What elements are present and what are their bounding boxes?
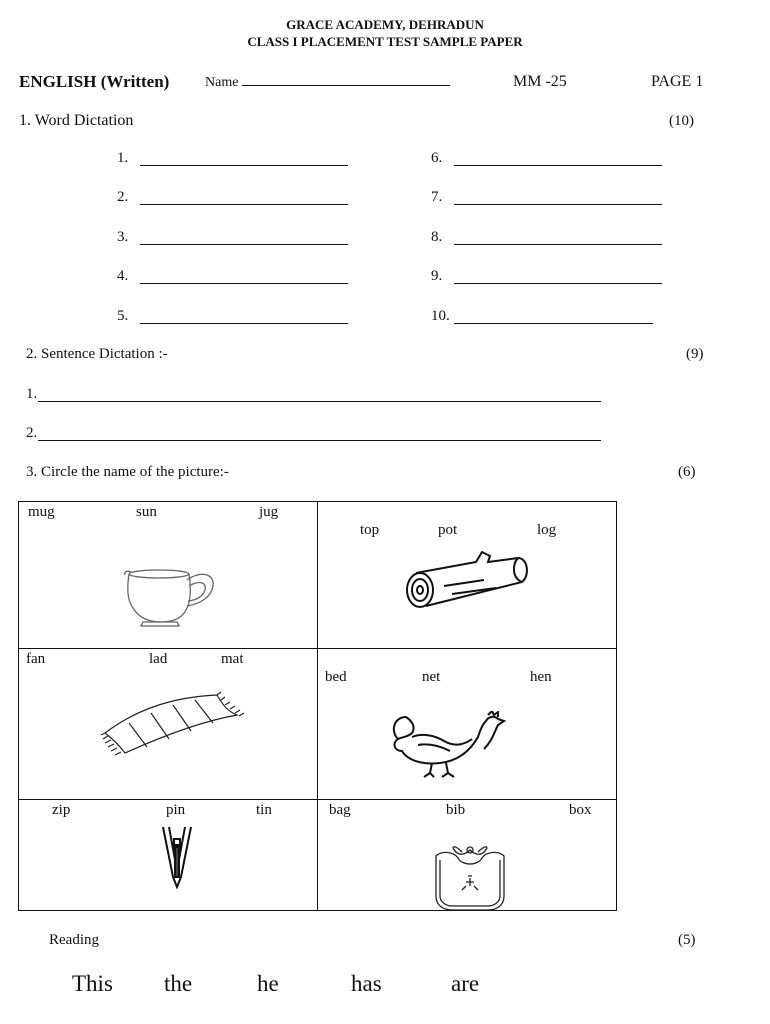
dictation-number: 2. [117, 189, 129, 205]
choice-word[interactable]: hen [530, 669, 552, 685]
dictation-number: 10. [431, 308, 450, 324]
reading-word: he [257, 971, 279, 996]
sentence-blank[interactable] [38, 401, 601, 402]
section-1-marks: (10) [669, 113, 694, 129]
picture-cell-hen [318, 649, 617, 800]
section-2-title: 2. Sentence Dictation :- [26, 346, 168, 362]
picture-cell-log [318, 502, 617, 649]
subject-label: ENGLISH (Written) [19, 72, 170, 91]
reading-word: are [451, 971, 480, 996]
name-field[interactable] [205, 75, 450, 91]
reading-word: has [351, 971, 382, 996]
dictation-blank[interactable] [140, 244, 348, 245]
section-2-marks: (9) [686, 346, 704, 362]
choice-word[interactable]: bib [446, 802, 466, 818]
sentence-number: 2. [26, 425, 38, 441]
name-blank[interactable] [242, 84, 450, 86]
choice-word[interactable]: zip [52, 802, 71, 818]
mat-icon [99, 691, 249, 759]
section-3-title: 3. Circle the name of the picture:- [26, 464, 229, 480]
choice-word[interactable]: pin [166, 802, 186, 818]
choice-word[interactable]: mat [221, 651, 244, 667]
choice-word[interactable]: log [537, 522, 557, 538]
dictation-number: 3. [117, 229, 129, 245]
dictation-blank[interactable] [140, 204, 348, 205]
dictation-blank[interactable] [140, 283, 348, 284]
page-number: PAGE 1 [651, 73, 704, 90]
choice-word[interactable]: bag [329, 802, 351, 818]
section-1-title: 1. Word Dictation [19, 112, 134, 129]
choice-word[interactable]: jug [259, 504, 279, 520]
choice-word[interactable]: tin [256, 802, 272, 818]
sentence-blank[interactable] [38, 440, 601, 441]
choice-word[interactable]: sun [136, 504, 157, 520]
dictation-blank[interactable] [454, 323, 653, 324]
picture-cell-jug [19, 502, 318, 649]
log-icon [404, 550, 532, 612]
sentence-number: 1. [26, 386, 38, 402]
picture-cell-bib [318, 800, 617, 911]
choice-word[interactable]: mug [28, 504, 55, 520]
picture-cell-mat [19, 649, 318, 800]
max-marks: MM -25 [513, 73, 567, 90]
reading-word: the [164, 971, 193, 996]
dictation-blank[interactable] [140, 323, 348, 324]
dictation-number: 4. [117, 268, 129, 284]
picture-grid [18, 501, 617, 911]
reading-marks: (5) [678, 932, 696, 948]
choice-word[interactable]: net [422, 669, 441, 685]
choice-word[interactable]: bed [325, 669, 347, 685]
reading-word: This [72, 971, 113, 996]
paper-title: CLASS I PLACEMENT TEST SAMPLE PAPER [247, 34, 523, 49]
jug-icon [121, 566, 217, 628]
bib-icon [432, 840, 508, 912]
section-3-marks: (6) [678, 464, 696, 480]
school-name: GRACE ACADEMY, DEHRADUN [286, 17, 484, 32]
picture-cell-zip [19, 800, 318, 911]
hen-icon [388, 711, 506, 781]
dictation-blank[interactable] [454, 283, 662, 284]
dictation-blank[interactable] [454, 204, 662, 205]
zip-icon [159, 825, 195, 889]
name-label: Name [205, 75, 239, 90]
dictation-blank[interactable] [140, 165, 348, 166]
dictation-number: 1. [117, 150, 129, 166]
dictation-number: 5. [117, 308, 129, 324]
dictation-number: 9. [431, 268, 443, 284]
choice-word[interactable]: fan [26, 651, 46, 667]
reading-title: Reading [49, 932, 99, 948]
choice-word[interactable]: top [360, 522, 380, 538]
dictation-number: 6. [431, 150, 443, 166]
dictation-blank[interactable] [454, 244, 662, 245]
choice-word[interactable]: pot [438, 522, 458, 538]
dictation-number: 7. [431, 189, 443, 205]
dictation-number: 8. [431, 229, 443, 245]
choice-word[interactable]: lad [149, 651, 168, 667]
dictation-blank[interactable] [454, 165, 662, 166]
choice-word[interactable]: box [569, 802, 592, 818]
